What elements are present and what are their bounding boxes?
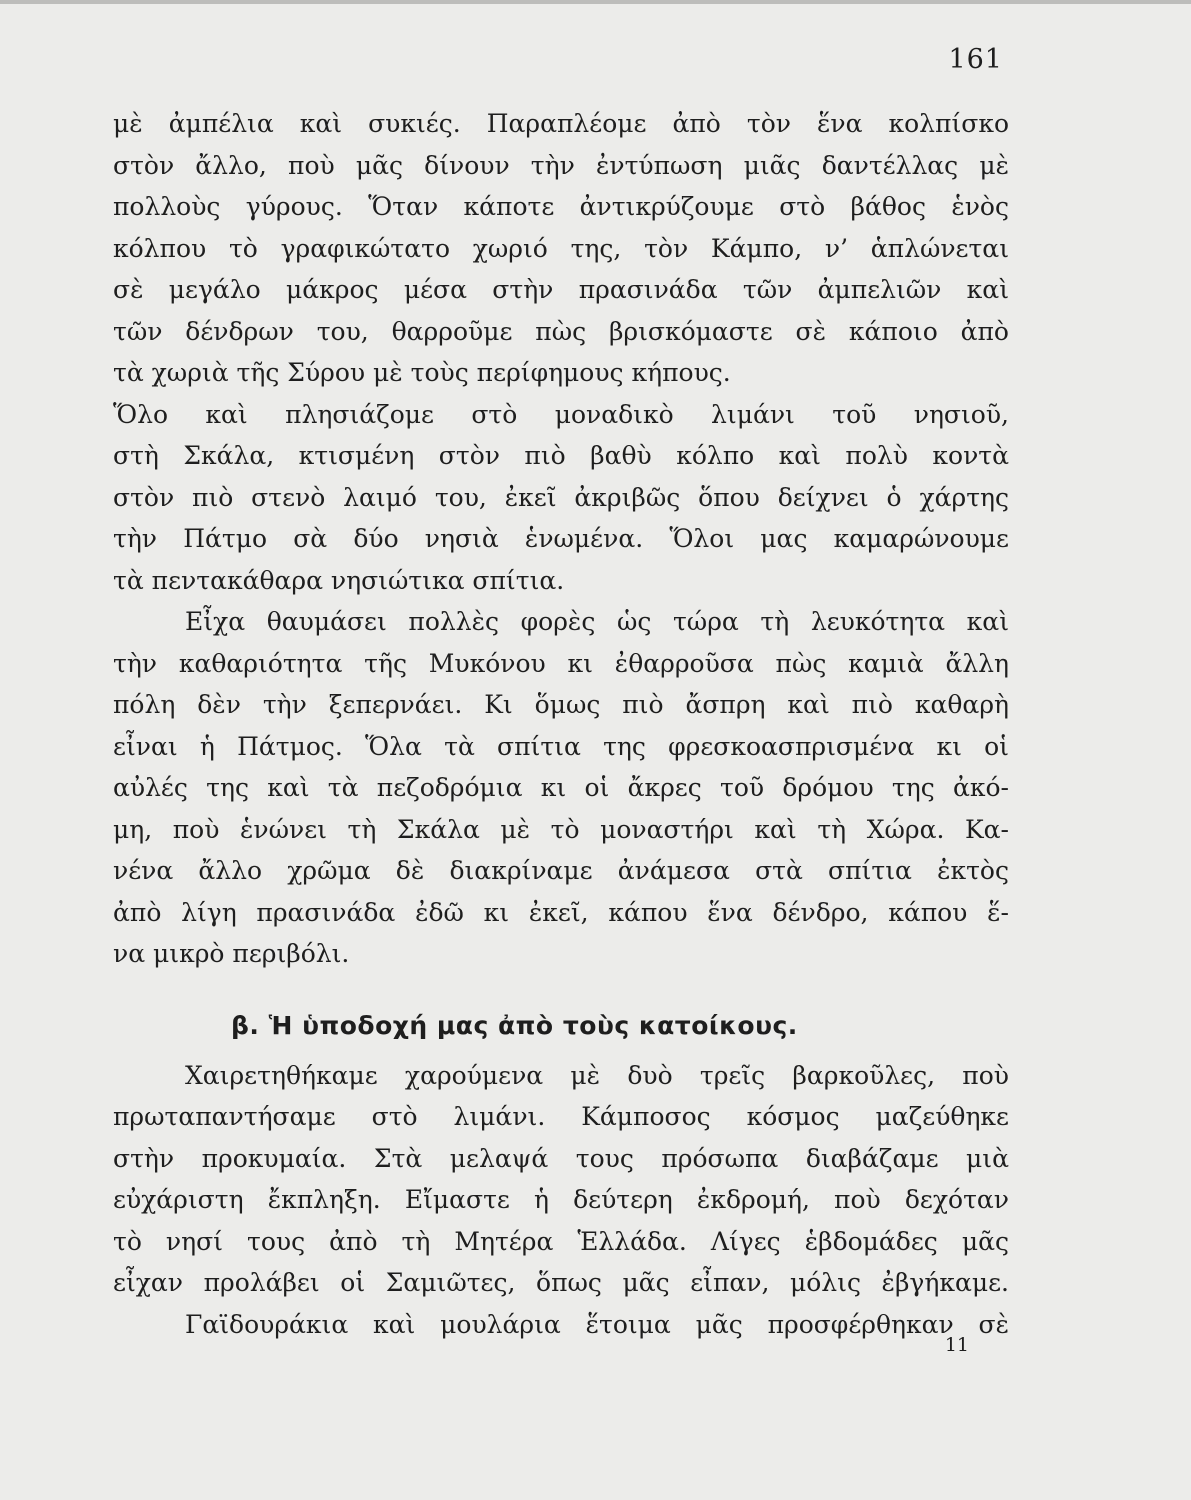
text-line: τὴν Πάτμο σὰ δύο νησιὰ ἑνωμένα. Ὅλοι μας καμαρώνουμε — [113, 524, 1009, 553]
text-line: Εἶχα θαυμάσει πολλὲς φορὲς ὡς τώρα τὴ λευκότητα καὶ — [185, 607, 1009, 636]
text-line: στὴν προκυμαία. Στὰ μελαψά τους πρόσωπα διαβάζαμε μιὰ — [113, 1143, 1009, 1173]
text-line: Γαϊδουράκια καὶ μουλάρια ἕτοιμα μᾶς προσφέρθηκαν σὲ — [185, 1309, 1009, 1339]
signature-mark: 11 — [944, 1334, 969, 1356]
paragraph-kampos — [113, 103, 1009, 394]
paragraph-donkeys — [113, 1304, 1009, 1346]
text-line: Χαιρετηθήκαμε χαρούμενα μὲ δυὸ τρεῖς βαρκοῦλες, ποὺ — [185, 1060, 1009, 1090]
paragraph-skala — [113, 394, 1009, 602]
text-line: μὲ ἀμπέλια καὶ συκιές. Παραπλέομε ἀπὸ τὸν ἕνα κολπίσκο — [113, 109, 1009, 138]
paragraph-whiteness — [113, 601, 1009, 975]
text-block — [113, 103, 1009, 1345]
text-line: πολλοὺς γύρους. Ὅταν κάποτε ἀντικρύζουμε στὸ βάθος ἑνὸς — [113, 192, 1009, 221]
text-line: τὰ πεντακάθαρα νησιώτικα σπίτια. — [113, 565, 565, 595]
text-line: Ὅλο καὶ πλησιάζομε στὸ μοναδικὸ λιμάνι τοῦ νησιοῦ, — [113, 399, 1009, 429]
paragraph-welcome — [113, 1055, 1009, 1304]
text-line: στὸν ἄλλο, ποὺ μᾶς δίνουν τὴν ἐντύπωση μιᾶς δαντέλλας μὲ — [113, 150, 1009, 180]
page-top-edge — [0, 0, 1191, 4]
text-line: να μικρὸ περιβόλι. — [113, 939, 350, 968]
text-line: αὐλές της καὶ τὰ πεζοδρόμια κι οἱ ἄκρες τοῦ δρόμου της ἀκό- — [113, 773, 1009, 802]
text-line: πόλη δὲν τὴν ξεπερνάει. Κι ὅμως πιὸ ἄσπρη καὶ πιὸ καθαρὴ — [113, 690, 1009, 719]
text-line: εὐχάριστη ἔκπληξη. Εἴμαστε ἡ δεύτερη ἐκδρομή, ποὺ δεχόταν — [113, 1185, 1009, 1214]
text-line: τὸ νησί τους ἀπὸ τὴ Μητέρα Ἑλλάδα. Λίγες ἑβδομάδες μᾶς — [113, 1226, 1009, 1256]
text-line: σὲ μεγάλο μάκρος μέσα στὴν πρασινάδα τῶν ἀμπελιῶν καὶ — [113, 275, 1009, 304]
text-line: στὴ Σκάλα, κτισμένη στὸν πιὸ βαθὺ κόλπο καὶ πολὺ κοντὰ — [113, 441, 1009, 470]
page-number: 161 — [948, 44, 1003, 75]
text-line: στὸν πιὸ στενὸ λαιμό του, ἐκεῖ ἀκριβῶς ὅπου δείχνει ὁ χάρτης — [113, 482, 1009, 512]
text-line: εἶχαν προλάβει οἱ Σαμιῶτες, ὅπως μᾶς εἶπαν, μόλις ἐβγήκαμε. — [113, 1268, 1009, 1297]
text-line: κόλπου τὸ γραφικώτατο χωριό της, τὸν Κάμπο, ν’ ἁπλώνεται — [113, 233, 1009, 263]
text-line: τῶν δένδρων του, θαρροῦμε πὼς βρισκόμαστε σὲ κάποιο ἀπὸ — [113, 316, 1009, 346]
section-heading: β. Ἡ ὑποδοχή μας ἀπὸ τοὺς κατοίκους. — [231, 1010, 798, 1040]
text-line: τὴν καθαριότητα τῆς Μυκόνου κι ἐθαρροῦσα πὼς καμιὰ ἄλλη — [113, 648, 1009, 678]
text-line: μη, ποὺ ἑνώνει τὴ Σκάλα μὲ τὸ μοναστήρι καὶ τὴ Χώρα. Κα- — [113, 814, 1009, 844]
text-line: εἶναι ἡ Πάτμος. Ὅλα τὰ σπίτια της φρεσκοασπρισμένα κι οἱ — [113, 731, 1009, 761]
text-line: νένα ἄλλο χρῶμα δὲ διακρίναμε ἀνάμεσα στὰ σπίτια ἐκτὸς — [113, 856, 1009, 885]
text-line: τὰ χωριὰ τῆς Σύρου μὲ τοὺς περίφημους κήπους. — [113, 358, 731, 387]
text-line: ἀπὸ λίγη πρασινάδα ἐδῶ κι ἐκεῖ, κάπου ἕνα δένδρο, κάπου ἕ- — [113, 897, 1009, 927]
section-gap — [113, 975, 1009, 989]
text-line: πρωταπαντήσαμε στὸ λιμάνι. Κάμποσος κόσμος μαζεύθηκε — [113, 1102, 1009, 1131]
